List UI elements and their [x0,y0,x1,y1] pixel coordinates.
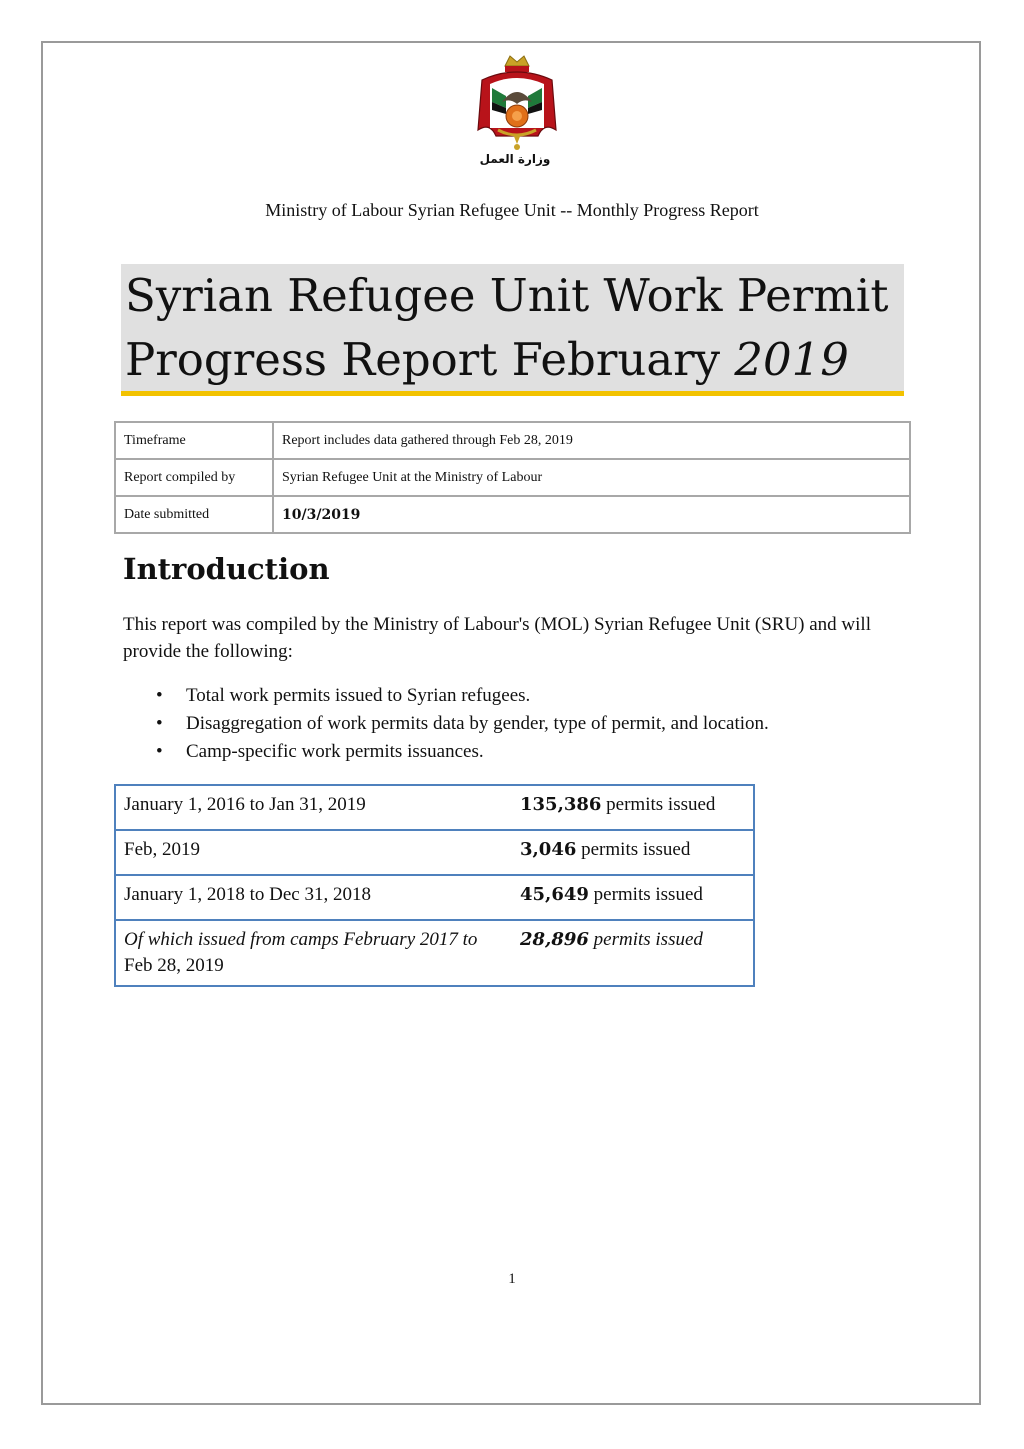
date-submitted-label: Date submitted [115,496,273,533]
period-cell: January 1, 2016 to Jan 31, 2019 [115,785,512,830]
table-row [115,875,754,920]
ministry-arabic-caption: وزارة العمل [479,152,551,166]
report-title-box [121,264,904,396]
period-cell [115,920,512,986]
permits-suffix: permits issued [588,929,703,950]
report-title-line-1: Syrian Refugee Unit Work Permit [125,269,889,322]
permits-count: 3,046 [520,839,577,860]
permits-cell [512,785,754,830]
compiled-by-label: Report compiled by [115,459,273,496]
report-title-year: 2019 [734,333,849,386]
table-row [115,496,910,533]
introduction-bullet-list [123,682,883,766]
timeframe-value: Report includes data gathered through Feb 28, 2019 [273,422,910,459]
permits-count: 45,649 [520,884,589,905]
camp-period-tail: Feb 28, 2019 [124,955,224,976]
list-item [123,682,883,710]
period-cell: January 1, 2018 to Dec 31, 2018 [115,875,512,920]
date-submitted-value: 10/3/2019 [273,496,910,533]
report-title-line-2 [125,328,900,392]
permits-cell [512,920,754,986]
compiled-by-value: Syrian Refugee Unit at the Ministry of Labour [273,459,910,496]
page-number: 1 [508,1271,516,1287]
table-row [115,920,754,986]
permits-count: 28,896 [520,929,589,950]
document-subtitle: Ministry of Labour Syrian Refugee Unit -- Monthly Progress Report [265,200,759,220]
permits-count: 135,386 [520,794,602,815]
bullet-icon: • [156,741,163,762]
list-item [123,710,883,738]
timeframe-label: Timeframe [115,422,273,459]
list-item [123,738,883,766]
bullet-text: Total work permits issued to Syrian refugees. [186,685,531,706]
report-metadata-table [114,421,911,534]
bullet-icon: • [156,685,163,706]
table-row [115,830,754,875]
bullet-text: Disaggregation of work permits data by gender, type of permit, and location. [186,713,769,734]
permits-suffix: permits issued [588,884,703,905]
table-row [115,422,910,459]
introduction-heading: Introduction [123,552,330,586]
permits-cell [512,830,754,875]
report-title-text: Progress Report February [125,333,735,386]
bullet-text: Camp-specific work permits issuances. [186,741,484,762]
table-row [115,459,910,496]
period-cell: Feb, 2019 [115,830,512,875]
introduction-paragraph: This report was compiled by the Ministry of Labour's (MOL) Syrian Refugee Unit (SRU) and will provide the following: [123,614,871,662]
camp-period-italic: Of which issued from camps February 2017 to [124,929,478,950]
permits-suffix: permits issued [601,794,716,815]
bullet-icon: • [156,713,163,734]
permits-issued-table [114,784,755,987]
permits-suffix: permits issued [576,839,691,860]
table-row [115,785,754,830]
permits-cell [512,875,754,920]
